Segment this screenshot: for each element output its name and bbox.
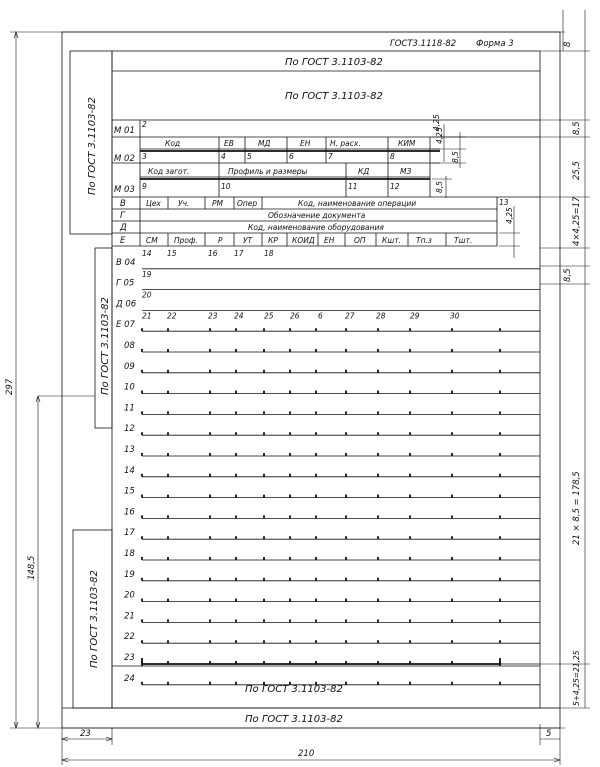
field-number: 6 xyxy=(318,311,323,321)
legend-sm: СМ xyxy=(146,236,158,245)
legend-letter-v: В xyxy=(120,199,126,209)
dim-right-8-5-mid: 8,5 xyxy=(563,268,573,282)
row-label: 17 xyxy=(124,528,135,539)
row-label: 10 xyxy=(124,382,135,393)
row-prefix-m01: М 01 xyxy=(114,126,135,136)
dim-small-4-25-a: 4,25 xyxy=(435,127,444,144)
dim-right-21x8-5: 21 × 8,5 = 178,5 xyxy=(572,471,582,545)
legend-letter-d: Д xyxy=(120,223,127,233)
field-number: 21 xyxy=(142,311,152,321)
dim-right-8-5-top: 8,5 xyxy=(572,121,582,135)
form-frame xyxy=(62,32,560,728)
label-kod: Код xyxy=(165,139,181,148)
side-stamp-lower: По ГОСТ 3.1103-82 xyxy=(89,570,100,668)
numbered-rows xyxy=(115,249,540,685)
legend-r: Р xyxy=(218,236,223,245)
field-number: 20 xyxy=(142,290,152,300)
dim-right-5-4-25: 5+4,25=21,25 xyxy=(572,650,581,706)
side-stamp-upper: По ГОСТ 3.1103-82 xyxy=(87,97,98,195)
label-ev: ЕВ xyxy=(224,139,234,148)
dim-right-8: 8 xyxy=(563,41,573,47)
material-block xyxy=(112,120,540,197)
dim-small-4-25-b: 4,25 xyxy=(505,207,514,224)
row-label: 18 xyxy=(124,549,135,559)
field-number: 14 xyxy=(142,249,152,258)
field-number: 30 xyxy=(450,311,460,321)
dim-small-4-25-c: 4,25 xyxy=(432,114,441,131)
standard-number: ГОСТ3.1118-82 xyxy=(390,39,457,49)
field-number: 24 xyxy=(234,311,244,321)
field-number-10: 10 xyxy=(221,182,231,191)
top-reference: По ГОСТ 3.1103-82 xyxy=(285,57,383,68)
legend-equipment-name: Код, наименование оборудования xyxy=(248,223,384,232)
legend-en: ЕН xyxy=(324,236,335,245)
dim-148-5: 148,5 xyxy=(27,555,37,580)
row-label: Г 05 xyxy=(116,278,135,289)
field-number: 25 xyxy=(264,311,274,321)
dim-small-8-5-a: 8,5 xyxy=(451,151,460,163)
legend-tsht: Тшт. xyxy=(454,236,473,245)
field-number: 27 xyxy=(345,311,355,321)
row-label: 08 xyxy=(124,341,135,351)
legend-oper: Опер xyxy=(237,199,258,208)
legend-uch: Уч. xyxy=(178,199,190,208)
row-label: Е 07 xyxy=(116,320,135,331)
side-stamp-middle: По ГОСТ 3.1103-82 xyxy=(100,297,111,395)
label-profile-sizes: Профиль и размеры xyxy=(228,167,308,176)
field-number-5: 5 xyxy=(247,152,252,161)
row-prefix-m03: М 03 xyxy=(114,185,135,195)
row-label: 15 xyxy=(124,486,135,497)
legend-tpz: Тп.з xyxy=(416,236,432,245)
row-label: 13 xyxy=(124,445,135,455)
field-number-4: 4 xyxy=(221,152,226,161)
legend-operation-name: Код, наименование операции xyxy=(298,199,417,208)
legend-tseh: Цех xyxy=(146,199,161,208)
row-label: 09 xyxy=(124,361,135,372)
row-label: 16 xyxy=(124,507,135,518)
row-label: 12 xyxy=(124,424,135,435)
field-number-9: 9 xyxy=(142,182,147,191)
legend-ksht: Кшт. xyxy=(382,236,401,245)
row-label: 21 xyxy=(124,611,135,622)
field-number-6: 6 xyxy=(289,152,294,161)
dim-23: 23 xyxy=(80,729,91,739)
field-number-11: 11 xyxy=(348,182,358,191)
dim-right-25-5: 25,5 xyxy=(572,161,582,180)
row-label: 22 xyxy=(124,632,135,643)
row-label: 19 xyxy=(124,569,135,580)
label-n-rasch: Н. расх. xyxy=(330,139,361,148)
dim-small-8-5-b: 8,5 xyxy=(435,181,444,193)
small-dimension-lines xyxy=(432,124,520,258)
field-number: 18 xyxy=(264,249,274,258)
footer-reference-outer: По ГОСТ 3.1103-82 xyxy=(245,714,343,725)
legend-op: ОП xyxy=(354,236,366,245)
field-number: 16 xyxy=(208,249,218,258)
top-reference-2: По ГОСТ 3.1103-82 xyxy=(285,91,383,102)
field-number: 17 xyxy=(234,249,244,258)
label-en: ЕН xyxy=(300,139,311,148)
label-kod-zagot: Код загот. xyxy=(148,167,190,176)
form-number: Форма 3 xyxy=(476,39,514,49)
row-label: 23 xyxy=(124,653,135,663)
field-number-2: 2 xyxy=(142,120,147,129)
dim-297: 297 xyxy=(5,378,15,395)
field-number-7: 7 xyxy=(328,152,333,161)
field-number: 28 xyxy=(376,311,386,321)
field-number: 23 xyxy=(208,311,218,321)
field-number-13: 13 xyxy=(499,198,509,207)
legend-letter-g: Г xyxy=(120,211,125,221)
legend-ut: УТ xyxy=(243,236,253,245)
field-number: 26 xyxy=(290,311,300,321)
footer-reference-inner: По ГОСТ 3.1103-82 xyxy=(245,684,343,695)
field-number: 22 xyxy=(167,311,177,321)
row-label: Д 06 xyxy=(116,299,137,310)
row-label: 20 xyxy=(124,590,135,601)
label-mz: МЗ xyxy=(400,167,412,176)
row-label: 24 xyxy=(124,673,135,684)
field-number: 19 xyxy=(142,269,152,279)
legend-koid: КОИД xyxy=(292,236,315,245)
legend-prof: Проф. xyxy=(174,236,198,245)
dim-right-5: 5 xyxy=(546,729,552,739)
row-label: В 04 xyxy=(116,257,136,268)
label-md: МД xyxy=(258,139,271,148)
field-number-8: 8 xyxy=(390,152,395,161)
row-label: 14 xyxy=(124,465,135,476)
dim-210: 210 xyxy=(298,749,315,759)
field-number: 15 xyxy=(167,249,177,258)
dim-right-4x4-25: 4×4,25=17 xyxy=(572,196,582,246)
row-label: 11 xyxy=(124,403,135,414)
field-number-12: 12 xyxy=(390,182,400,191)
field-number: 29 xyxy=(410,311,420,321)
legend-rm: РМ xyxy=(212,199,223,208)
field-number-3: 3 xyxy=(142,152,147,161)
legend-kr: КР xyxy=(268,236,278,245)
label-kim: КИМ xyxy=(398,139,416,148)
label-kd: КД xyxy=(358,167,370,176)
legend-document-designation: Обозначение документа xyxy=(268,211,366,220)
legend-letter-e: Е xyxy=(120,236,126,246)
row-prefix-m02: М 02 xyxy=(114,154,135,164)
